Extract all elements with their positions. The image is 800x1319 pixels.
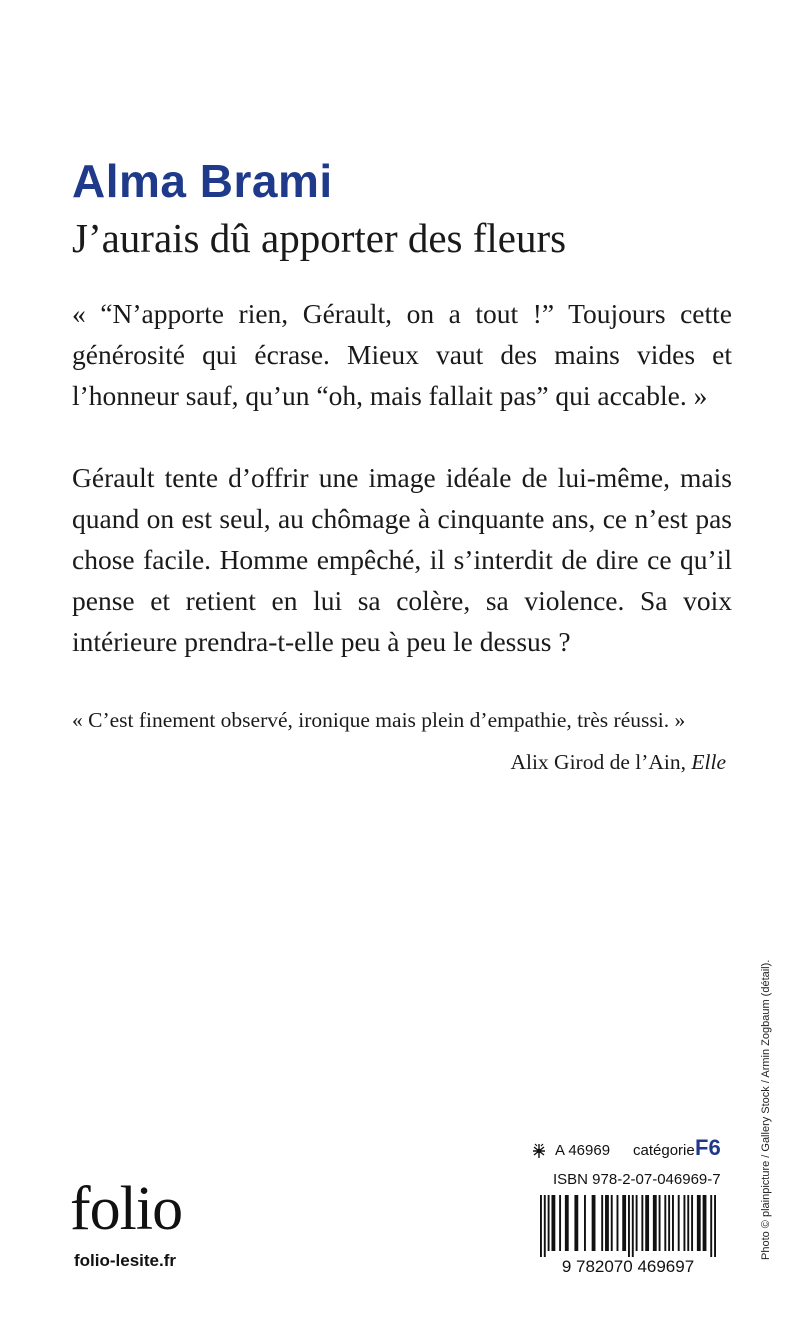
barcode-bar bbox=[592, 1195, 596, 1251]
barcode-bar bbox=[605, 1195, 609, 1251]
barcode-bar bbox=[659, 1195, 661, 1251]
barcode-bar bbox=[687, 1195, 689, 1251]
barcode-bar bbox=[668, 1195, 670, 1251]
barcode-bar bbox=[691, 1195, 693, 1251]
barcode-bar bbox=[559, 1195, 561, 1251]
barcode-bar bbox=[678, 1195, 680, 1251]
reference-row bbox=[530, 1135, 726, 1163]
book-title: J’aurais dû apporter des fleurs bbox=[72, 215, 567, 261]
isbn-number: ISBN 978-2-07-046969-7 bbox=[553, 1171, 721, 1188]
review-source bbox=[510, 747, 726, 777]
barcode-bar bbox=[574, 1195, 578, 1251]
barcode-bar bbox=[632, 1195, 634, 1257]
barcode-bar bbox=[544, 1195, 546, 1257]
review-publication: Elle bbox=[691, 750, 726, 774]
summary-paragraph: Gérault tente d’offrir une image idéale de lui-même, mais quand on est seul, au chômage à cinquante ans, ce n’est pas chose facile. Homme empêché, il s’interdit de dire ce qu’il pense et retient en lui sa colère, sa violence. Sa voix intérieure prendra-t-elle peu à peu le dessus ? bbox=[72, 462, 732, 657]
folio-logo: folio bbox=[70, 1175, 183, 1243]
barcode-bar bbox=[683, 1195, 685, 1251]
barcode-bars bbox=[540, 1195, 716, 1257]
barcode-bar bbox=[636, 1195, 638, 1251]
isbn-barcode bbox=[528, 1195, 728, 1275]
barcode-bar bbox=[628, 1195, 630, 1257]
barcode-bar bbox=[664, 1195, 666, 1251]
author-name: Alma Brami bbox=[72, 155, 333, 207]
gallimard-emblem-icon bbox=[530, 1142, 548, 1160]
barcode-bar bbox=[653, 1195, 657, 1251]
barcode-bar bbox=[710, 1195, 712, 1257]
barcode-bar bbox=[714, 1195, 716, 1257]
barcode-bar bbox=[611, 1195, 613, 1251]
catalog-code: A 46969 bbox=[555, 1142, 611, 1159]
barcode-bar bbox=[672, 1195, 674, 1251]
barcode-bar bbox=[703, 1195, 707, 1251]
photo-credit: Photo © plainpicture / Gallery Stock / Armin Zogbaum (détail). bbox=[760, 959, 772, 1260]
barcode-digits: 9 782070 469697 bbox=[561, 1257, 695, 1275]
barcode-bar bbox=[622, 1195, 626, 1251]
barcode-bar bbox=[540, 1195, 542, 1257]
barcode-bar bbox=[645, 1195, 649, 1251]
barcode-bar bbox=[641, 1195, 643, 1251]
category-value: F6 bbox=[695, 1135, 721, 1160]
barcode-bar bbox=[584, 1195, 586, 1251]
excerpt-paragraph: « “N’apporte rien, Gérault, on a tout !” Toujours cette générosité qui écrase. Mieux vaut des mains vides et l’honneur sauf, qu’un “oh, mais fallait pas” qui accable. » bbox=[72, 298, 732, 411]
category-label: catégorie bbox=[633, 1142, 695, 1159]
barcode-bar bbox=[548, 1195, 550, 1251]
review-quote: « C’est finement observé, ironique mais plein d’empathie, très réussi. » bbox=[72, 708, 686, 732]
barcode-bar bbox=[601, 1195, 603, 1251]
publisher-website: folio-lesite.fr bbox=[74, 1251, 177, 1270]
barcode-bar bbox=[551, 1195, 555, 1251]
barcode-bar bbox=[697, 1195, 701, 1251]
barcode-bar bbox=[617, 1195, 619, 1251]
barcode-bar bbox=[565, 1195, 569, 1251]
review-critic: Alix Girod de l’Ain, bbox=[510, 750, 692, 774]
